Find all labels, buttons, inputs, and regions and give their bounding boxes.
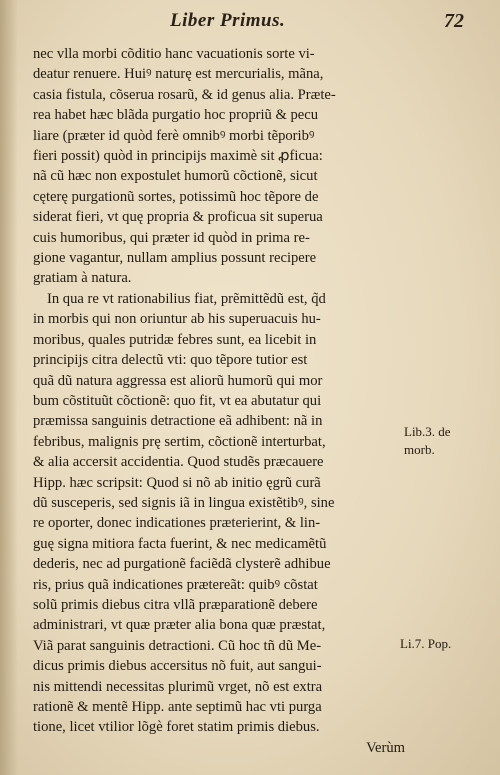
text-line: administrari, vt quæ præter alia bona quæ præstat, [33, 617, 326, 634]
text-line: quã dũ natura aggressa est aliorũ humorũ qui mor [33, 372, 323, 389]
margin-note-line: morb. [404, 442, 435, 457]
page-number: 72 [444, 10, 464, 32]
text-line: dicus primis diebus accersitus nõ fuit, aut sangui- [33, 658, 322, 675]
text-line: re oporter, donec indicationes præterierint, & lin- [33, 515, 321, 532]
text-line: deatur renuere. Huiꝰ naturę est mercurialis, mãna, [33, 66, 324, 83]
paragraph-1 [33, 44, 405, 289]
text-line: Hipp. hæc scripsit: Quod si nõ ab initio ęgrũ curã [33, 474, 321, 491]
text-line: cęterę purgationũ sortes, potissimũ hoc tẽpore de [33, 188, 319, 205]
paragraph-2 [33, 289, 405, 738]
margin-note-line: Lib.3. de [404, 424, 451, 439]
text-line: guę signa mitiora facta fuerint, & nec medicamẽtũ [33, 535, 327, 552]
page-header [0, 8, 500, 38]
text-line: nec vlla morbi cõditio hanc vacuationis sorte vi- [33, 46, 315, 62]
text-line: gione vagantur, nullam amplius possunt recipere [33, 250, 317, 267]
text-line: bum cõstituũt cõctionẽ: quo fit, vt ea abutatur qui [33, 392, 322, 409]
text-line: nã cũ hæc non expostulet humorũ cõctionẽ, sicut [33, 168, 318, 185]
text-line: & alia accersit accidentia. Quod studẽs præcauere [33, 454, 324, 471]
text-line: Viã parat sanguinis detractioni. Cũ hoc tñ dũ Me- [33, 637, 322, 654]
margin-note-lib3 [404, 423, 451, 459]
text-line: casia fistula, cõserua rosarũ, & id genus alia. Præte- [33, 86, 336, 103]
text-line: solũ primis diebus citra vllã præparationẽ debere [33, 596, 318, 613]
text-line: tione, licet vtilior lõgè foret statim primis diebus. [33, 719, 320, 736]
text-line: febribus, malignis prę sertim, cõctionẽ interturbat, [33, 433, 326, 450]
margin-note-li7: Li.7. Pop. [400, 636, 452, 651]
catchword: Verùm [366, 739, 405, 756]
text-line: præmissa sanguinis detractione eã adhibent: nã in [33, 413, 323, 430]
main-text-block [33, 44, 405, 758]
text-line: moribus, quales putridæ febres sunt, ea licebit in [33, 331, 317, 348]
text-line: principijs citra delectũ vti: quo tẽpore tutior est [33, 352, 308, 369]
text-line: gratiam à natura. [33, 270, 132, 287]
text-line: siderat fieri, vt quę propria & proficua sit superua [33, 209, 323, 226]
text-line: cuis humoribus, qui præter id quòd in prima re- [33, 229, 310, 246]
running-head: Liber Primus. [170, 10, 286, 31]
text-line: liare (præter id quòd ferè omnibꝰ morbi tẽporibꝰ [33, 127, 315, 144]
text-line: dũ susceperis, sed signis iã in lingua existẽtibꝰ, sine [33, 494, 335, 511]
text-line: nis mittendi necessitas plurimũ vrget, nõ est extra [33, 678, 323, 695]
text-line: rea habet hæc blãda purgatio hoc propriũ & pecu [33, 107, 319, 124]
text-line: in morbis qui non oriuntur ab his superuacuis hu- [33, 311, 321, 328]
text-line: fieri possit) quòd in principijs maximè sit ꝓficua: [33, 148, 323, 165]
text-line: dederis, nec ad purgationẽ faciẽdã clysterẽ adhibue [33, 556, 331, 573]
text-line: In qua re vt rationabilius fiat, prẽmittẽdũ est, q̃d [47, 290, 326, 307]
text-line: rationẽ & mentẽ Hipp. ante septimũ hac vti purga [33, 699, 322, 715]
text-line: ris, prius quã indicationes prætereãt: quibꝰ cõstat [33, 576, 318, 593]
